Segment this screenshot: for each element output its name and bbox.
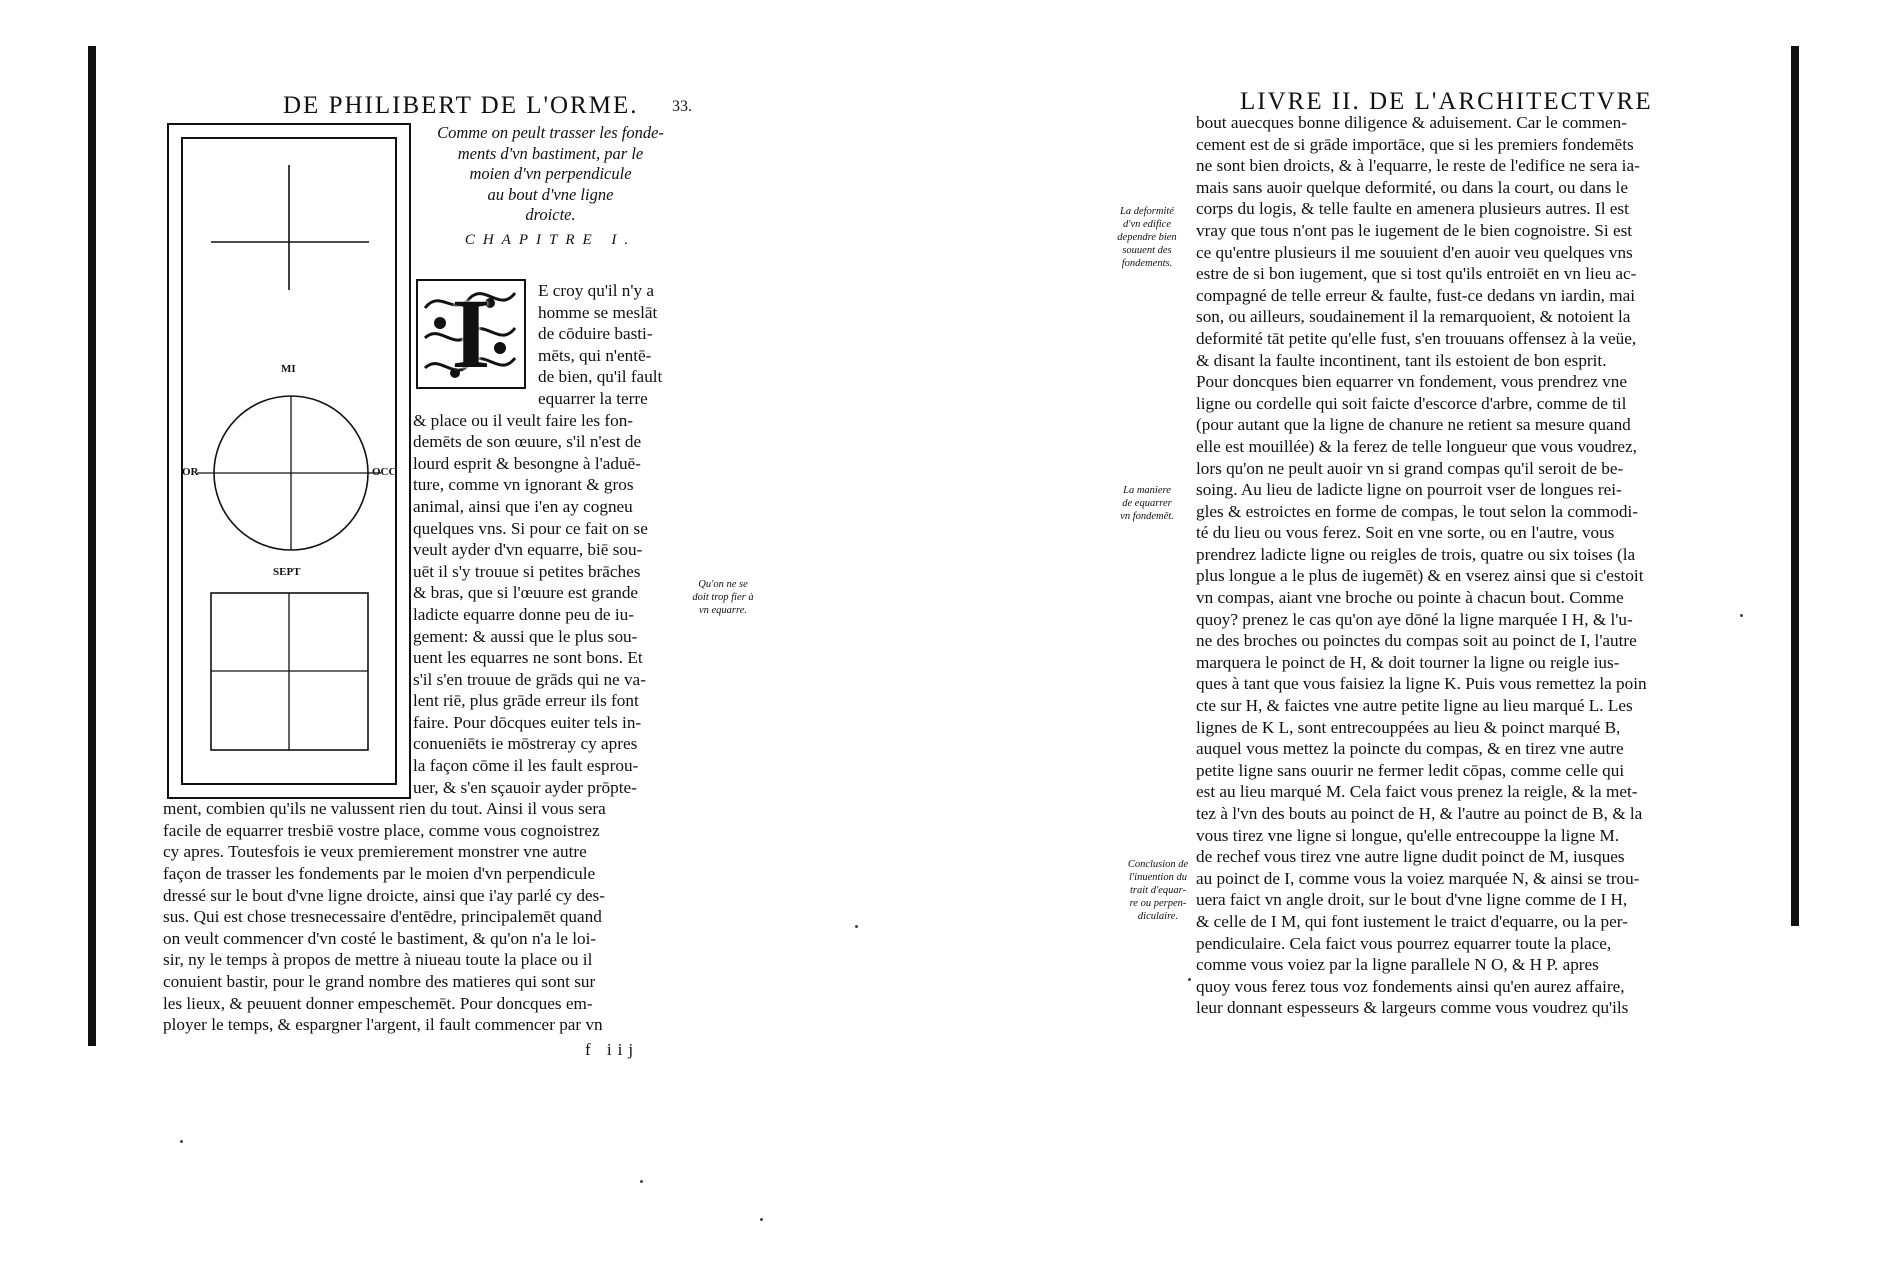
body-line: quelques vns. Si pour ce fait on se: [413, 518, 648, 538]
body-line: (pour autant que la ligne de chanure ne retient sa mesure quand: [1196, 415, 1631, 435]
figure-label-east: OCC: [372, 466, 397, 478]
body-line: gement: & aussi que le plus sou-: [413, 626, 638, 646]
body-line: sus. Qui est chose tresnecessaire d'entēdre, principalemēt quand: [163, 907, 602, 927]
body-line: demēts de son œuure, s'il n'est de: [413, 432, 642, 452]
left-page-body: [163, 280, 688, 1036]
body-line: & place ou il veult faire les fon-: [413, 410, 634, 430]
body-line: ture, comme vn ignorant & gros: [413, 475, 634, 495]
body-line: uēt il s'y trouue si petites brāches: [413, 561, 641, 581]
scan-speck: [1740, 614, 1743, 617]
drop-cap-letter: I: [451, 278, 491, 389]
scan-speck: [760, 1218, 763, 1221]
right-page-body: [1196, 112, 1716, 1019]
body-line: bout auecques bonne diligence & aduisement. Car le commen-: [1196, 113, 1627, 132]
body-line: au poinct de I, comme vous la voiez marquée N, & ainsi se trou-: [1196, 868, 1640, 888]
margin-note-line: d'vn edifice: [1122, 219, 1171, 230]
body-line: la façon cōme il les fault esprou-: [413, 756, 639, 776]
body-line: plus longue a le plus de iugemēt) & en vserez ainsi que si c'estoit: [1196, 566, 1644, 586]
body-line: & celle de I M, qui font iustement le traict d'equarre, ou la per-: [1196, 911, 1628, 931]
body-line: lors qu'on ne peult auoir vn si grand compas qu'il seroit de be-: [1196, 458, 1624, 478]
body-line: compagné de telle erreur & faulte, fust-ce dedans vn iardin, mai: [1196, 285, 1636, 305]
body-line: marquera le poinct de H, & doit tourner la ligne ou reigle ius-: [1196, 652, 1620, 672]
body-line: prendrez ladicte ligne ou reigles de trois, quatre ou six toises (la: [1196, 544, 1636, 564]
body-line: deformité tāt petite qu'elle fust, s'en trouuans offensez à la veüe,: [1196, 328, 1637, 348]
body-line: ne des broches ou poinctes du compas soit au poinct de I, l'autre: [1196, 631, 1637, 651]
body-line: petite ligne sans ouurir ne fermer ledit cōpas, comme celle qui: [1196, 760, 1625, 780]
body-line: E croy qu'il n'y a: [538, 281, 654, 300]
margin-note-line: vn equarre.: [698, 605, 747, 616]
figure-label-west: OR: [182, 466, 199, 478]
body-line: corps du logis, & telle faulte en amenera plusieurs autres. Il est: [1196, 199, 1629, 219]
left-page-edge: [88, 46, 96, 1046]
margin-note-line: diculaire.: [1137, 911, 1179, 922]
margin-note-line: La maniere: [1123, 485, 1171, 496]
body-line: ployer le temps, & espargner l'argent, il fault commencer par vn: [163, 1015, 603, 1035]
body-line: vn compas, aiant vne broche ou pointe à chacun bout. Comme: [1196, 588, 1624, 608]
body-line: mais sans auoir quelque deformité, ou dans la court, ou dans le: [1196, 177, 1628, 197]
chapter-heading: CHAPITRE I.: [464, 232, 637, 248]
body-line: de rechef vous tirez vne autre ligne dudit poinct de M, iusques: [1196, 847, 1625, 867]
body-line: uent les equarres ne sont bons. Et: [413, 648, 643, 668]
body-line: sir, ny le temps à propos de mettre à niueau toute la place ou il: [163, 950, 593, 970]
chapter-title-line: Comme on peult trasser les fonde-: [437, 123, 664, 142]
body-line: faire. Pour dōcques euiter tels in-: [413, 712, 642, 732]
body-line: homme se meslāt: [538, 302, 658, 322]
margin-note-line: doit trop fier à: [692, 592, 754, 603]
chapter-title-line: au bout d'vne ligne: [487, 184, 614, 204]
body-line: vous tirez vne ligne si longue, qu'elle entrecouppe la ligne M.: [1196, 825, 1620, 845]
body-line: mēts, qui n'entē-: [538, 345, 652, 365]
body-line: ladicte equarre donne peu de iu-: [413, 604, 634, 624]
margin-note-line: de equarrer: [1122, 498, 1172, 509]
body-line: uera faict vn angle droit, sur le bout d'vne ligne comme de I H,: [1196, 890, 1628, 910]
body-line: son, ou ailleurs, soudainement il la remarquoient, & notoient la: [1196, 307, 1631, 327]
margin-note-maniere: [1102, 484, 1192, 523]
margin-note-line: re ou perpen-: [1129, 898, 1187, 909]
right-running-head: LIVRE II. DE L'ARCHITECTVRE: [1240, 88, 1653, 115]
body-line: conueniēts ie mōstreray cy apres: [413, 734, 638, 754]
margin-note-line: trait d'equar-: [1130, 885, 1186, 896]
body-line: leur donnant espesseurs & largeurs comme vous voudrez qu'ils: [1196, 998, 1629, 1018]
chapter-title-line: droicte.: [525, 205, 576, 224]
margin-note-conclusion: [1118, 858, 1198, 923]
body-line: s'il s'en trouue de grāds qui ne va-: [413, 669, 646, 689]
body-line: veult ayder d'vn equarre, biē sou-: [413, 540, 643, 560]
margin-note-line: souuent des: [1122, 245, 1172, 256]
body-line: conuient bastir, pour le grand nombre des matieres qui sont sur: [163, 972, 596, 991]
body-line: lignes de K L, sont entrecouppées au lieu & poinct marqué B,: [1196, 717, 1621, 737]
body-line: equarrer la terre: [538, 388, 648, 408]
signature-mark: f iij: [585, 1040, 640, 1059]
body-line: soing. Au lieu de ladicte ligne on pourroit vser de longues rei-: [1196, 480, 1622, 500]
scan-speck: [180, 1140, 183, 1143]
figure-label-north: MI: [281, 363, 296, 375]
body-line: auquel vous mettez la poincte du compas, & en tirez vne autre: [1196, 739, 1624, 759]
body-line: uer, & s'en sçauoir ayder prōpte-: [413, 777, 637, 797]
margin-note-line: vn fondemēt.: [1120, 511, 1174, 522]
body-line: té du lieu ou vous ferez. Soit en vne sorte, ou en l'autre, vous: [1196, 523, 1615, 543]
body-line: quoy vous ferez tous voz fondements ainsi qu'en aurez affaire,: [1196, 976, 1625, 996]
body-line: & bras, que si l'œuure est grande: [413, 583, 639, 603]
body-line: ne sont bien droicts, & à l'equarre, le reste de l'edifice ne sera ia-: [1196, 156, 1640, 176]
body-line: gles & estroictes en forme de compas, le tout selon la commodi-: [1196, 501, 1638, 521]
margin-note-line: Conclusion de: [1127, 859, 1189, 870]
chapter-title-line: ments d'vn bastiment, par le: [457, 143, 644, 163]
chapter-title-line: moien d'vn perpendicule: [469, 164, 632, 183]
margin-note-line: dependre bien: [1117, 232, 1177, 243]
body-line: facile de equarrer tresbiē vostre place, comme vous cognoistrez: [163, 820, 600, 840]
margin-note-line: fondements.: [1121, 258, 1173, 269]
left-page-number: 33.: [672, 98, 692, 115]
body-line: cte sur H, & faictes vne autre petite ligne au lieu marqué L. Les: [1196, 696, 1633, 716]
body-line: lourd esprit & besongne à l'aduē-: [413, 453, 641, 473]
body-line: comme vous voiez par la ligne parallele N O, & H P. apres: [1196, 955, 1599, 975]
body-line: cy apres. Toutesfois ie veux premierement monstrer vne autre: [163, 842, 587, 862]
body-line: les lieux, & peuuent donner empeschemēt. Pour doncques em-: [163, 993, 593, 1013]
body-line: tez à l'vn des bouts au poinct de H, & l'autre au poinct de B, & la: [1196, 804, 1643, 823]
margin-note-deformite: [1102, 205, 1192, 270]
body-line: ce qu'entre plusieurs il me souuient d'en auoir veu quelques vns: [1196, 242, 1633, 262]
body-line: ques à tant que vous faisiez la ligne K. Puis vous remettez la poin: [1196, 674, 1647, 694]
body-line: de bien, qu'il fault: [538, 367, 663, 387]
body-line: de cōduire basti-: [538, 324, 653, 344]
figure-label-south: SEPT: [273, 566, 301, 578]
body-line: est au lieu marqué M. Cela faict vous prenez la reigle, & la met-: [1196, 782, 1638, 802]
body-line: pendiculaire. Cela faict vous pourrez equarrer toute la place,: [1196, 933, 1612, 953]
body-line: vray que tous n'ont pas le iugement de le bien cognoistre. Si est: [1196, 220, 1633, 240]
body-line: lent riē, plus grāde erreur ils font: [413, 691, 639, 711]
body-line: cement est de si grāde importāce, que si les premiers fondemēts: [1196, 134, 1634, 154]
chapter-title: [423, 123, 678, 226]
body-line: estre de si bon iugement, que si tost qu'ils entroiēt en vn lieu ac-: [1196, 264, 1637, 284]
body-line: & disant la faulte incontinent, tant ils estoient de bon esprit.: [1196, 350, 1607, 370]
scan-speck: [855, 925, 858, 928]
body-line: ligne ou cordelle qui soit faicte d'escorce d'arbre, comme de til: [1196, 393, 1627, 413]
left-running-head: DE PHILIBERT DE L'ORME.: [283, 92, 639, 119]
body-line: ment, combien qu'ils ne valussent rien du tout. Ainsi il vous sera: [163, 799, 606, 819]
body-line: quoy? prenez le cas qu'on aye dōné la ligne marquée I H, & l'u-: [1196, 609, 1633, 629]
body-line: animal, ainsi que i'en ay cogneu: [413, 496, 633, 516]
margin-note-equarre: [682, 578, 764, 617]
body-line: elle est mouillée) & la ferez de telle longueur que vous voudrez,: [1196, 436, 1637, 456]
right-page-edge: [1791, 46, 1799, 926]
margin-note-line: Qu'on ne se: [698, 579, 748, 590]
body-line: Pour doncques bien equarrer vn fondement, vous prendrez vne: [1196, 372, 1627, 392]
scan-speck: [1188, 978, 1191, 981]
margin-note-line: La deformité: [1120, 206, 1174, 217]
margin-note-line: l'inuention du: [1129, 872, 1187, 883]
scan-speck: [640, 1180, 643, 1183]
body-line: dressé sur le bout d'vne ligne droicte, ainsi que i'ay parlé cy des-: [163, 885, 605, 905]
body-line: on veult commencer d'vn costé le bastiment, & qu'on n'a le loi-: [163, 928, 597, 948]
body-line: façon de trasser les fondements par le moien d'vn perpendicule: [163, 864, 596, 884]
